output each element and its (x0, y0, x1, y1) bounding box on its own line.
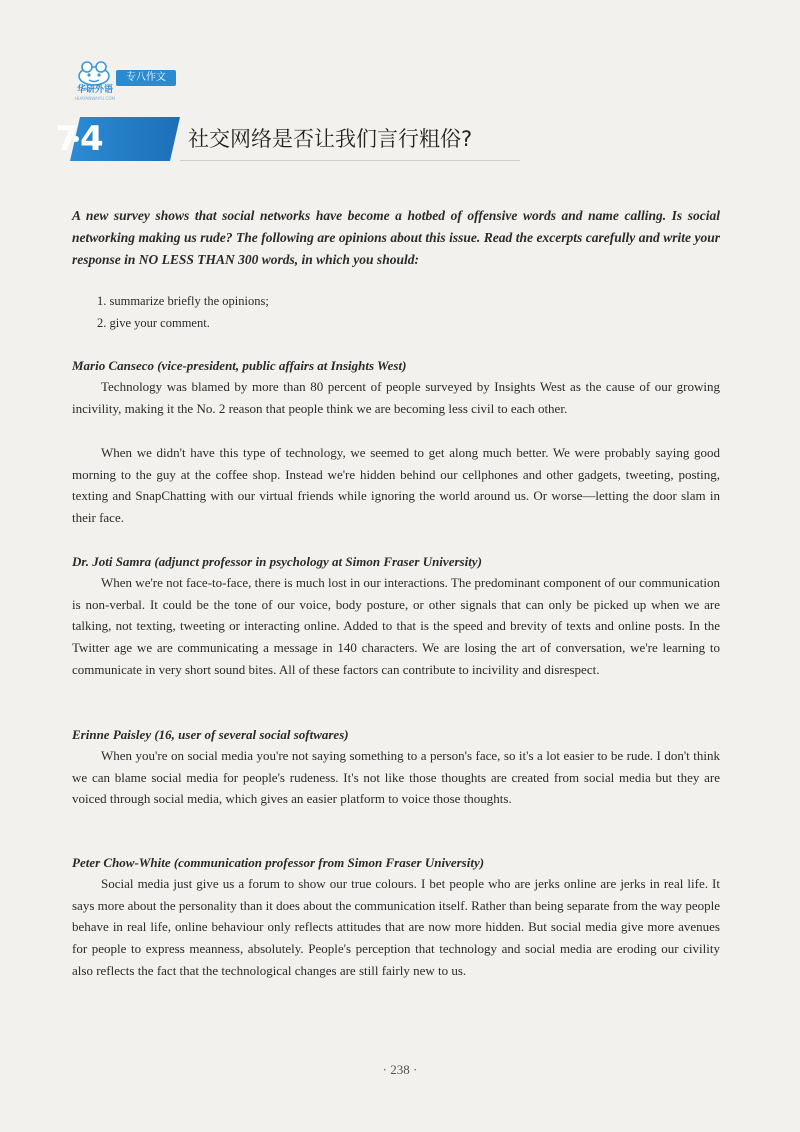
opinion-paragraph: When we're not face-to-face, there is much lost in our interactions. The predominant component of our communication is non-verbal. It could be the tone of our voice, body posture, or other signals that can only be picked up when we are talking, not texting, tweeting or interacting online. Added to that is the speed and brevity of texts and online posts. In the Twitter age we are communicating a message in 140 characters. We are losing the art of conversation, we're learning to communicate in very short sound bites. All of these factors can contribute to incivility and disrespect. (72, 575, 720, 677)
page-number: · 238 · (382, 1062, 418, 1077)
opinion-paragraph: When we didn't have this type of technology, we seemed to get along much better. We were probably saying good morning to the guy at the coffee shop. Instead we're hidden behind our cellphones and other gadgets, tweeting, posting, texting and SnapChatting with our virtual friends while ignoring the world around us. Or worse—letting the door slam in their face. (72, 445, 720, 526)
page-title: 社交网络是否让我们言行粗俗? (188, 127, 473, 151)
opinion-paragraph: Social media just give us a forum to show our true colours. I bet people who are jerks online are jerks in real life. It says more about the personality than it does about the communication itself. Rather than being separate from the way people behave in real life, online behaviour only reflects attitudes that are now more hidden. But social media give more avenues for people to express meanness, absolutely. People's perception that technology and social media are eroding our civility also reflects the fact that the technological changes are still fairly new to us. (72, 876, 720, 978)
speaker-heading: Mario Canseco (vice-president, public affairs at Insights West) (72, 358, 407, 373)
title-divider (180, 160, 520, 161)
task-item: 1. summarize briefly the opinions; (97, 294, 269, 308)
opinion-paragraph: When you're on social media you're not saying something to a person's face, so it's a lot easier to be rude. I don't think we can blame social media for people's rudeness. It's not like those thoughts are created from social media but they are voiced through social media, which gives an easier platform to voice those thoughts. (72, 748, 720, 807)
title-number: 74 (55, 119, 105, 159)
brand-subtitle: HUAYANWAIYU.COM (75, 96, 115, 101)
opinion-paragraph: Technology was blamed by more than 80 percent of people surveyed by Insights West as the cause of our growing incivility, making it the No. 2 reason that people think we are becoming less civil to each other. (72, 379, 720, 416)
section-tag: 专八作文 (116, 70, 176, 86)
speaker-heading: Peter Chow-White (communication professor from Simon Fraser University) (72, 855, 485, 870)
task-list (97, 290, 697, 334)
task-item: 2. give your comment. (97, 316, 210, 330)
essay-prompt: A new survey shows that social networks have become a hotbed of offensive words and name calling. Is social networking making us rude? The following are opinions about this issue. Read the excerpts carefully and write your response in NO LESS THAN 300 words, in which you should: (72, 208, 720, 267)
speaker-heading: Erinne Paisley (16, user of several social softwares) (72, 727, 349, 742)
speaker-heading: Dr. Joti Samra (adjunct professor in psychology at Simon Fraser University) (72, 554, 482, 569)
brand-name: 华研外语 (76, 85, 113, 95)
